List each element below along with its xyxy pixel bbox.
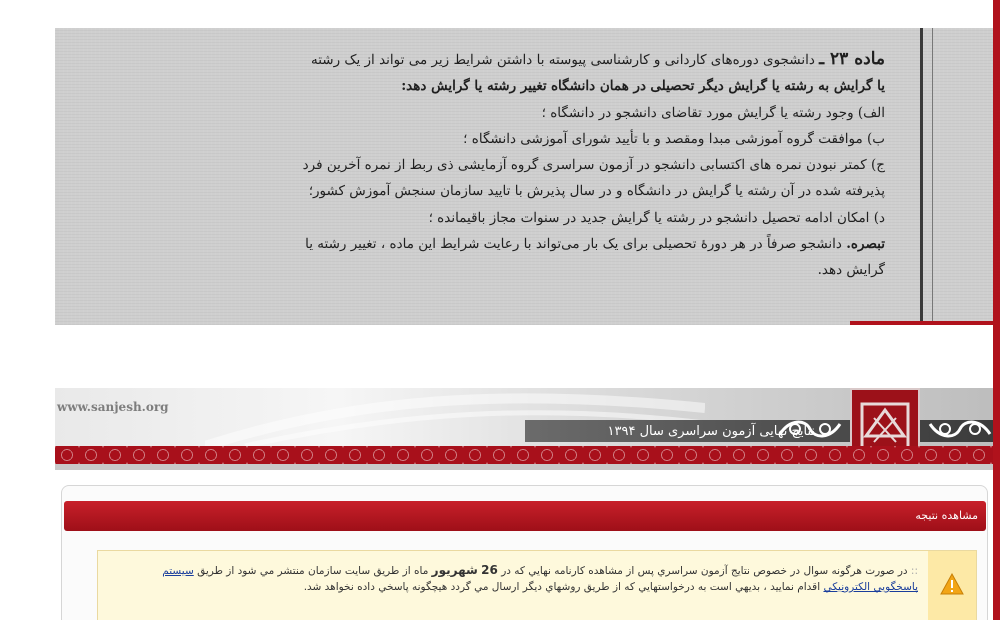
notice-text-part-2: ماه از طریق سایت سازمان منتشر مي شود از طریق (197, 565, 429, 577)
notice-text (138, 562, 918, 595)
regulation-line-2 (165, 73, 885, 99)
article-intro-cont: یا گرایش به رشته یا گرایش دیگر تحصیلی (650, 78, 885, 95)
margin-rule-thin (932, 28, 933, 325)
panel-title: مشاهده نتیجه (915, 509, 978, 522)
article-label: ماده ۲۳ ـ (819, 49, 885, 69)
ornamental-grey-strip (55, 464, 1000, 470)
article-intro: دانشجوی دوره‌های کاردانی و کارشناسی پیوسته با داشتن شرایط زیر می تواند از یک رشته (310, 52, 815, 68)
regulation-line-1 (165, 46, 885, 73)
same-university-emphasis: در همان دانشگاه (550, 78, 647, 95)
site-url[interactable]: www.sanjesh.org (57, 400, 169, 414)
date-month: شهریور (431, 563, 478, 577)
regulation-text (165, 46, 885, 284)
panel-header (64, 501, 986, 531)
warning-icon (940, 573, 964, 595)
scroll-ornament-left (775, 414, 845, 444)
note-label: تبصره. (846, 236, 885, 253)
notice-icon-area (928, 551, 976, 620)
article-intro-end: تغییر رشته یا گرایش دهد: (401, 78, 547, 95)
right-edge-red-bar (993, 0, 1000, 620)
notice-text-part-3: اقدام نمایید ، بدیهي است به درخواستهایي که از طریق روشهاي دیگر ارسال مي گردد هیچگونه پاسخي داده نخواهد شد. (303, 581, 821, 593)
ornamental-red-strip (55, 446, 1000, 464)
site-header (55, 388, 1000, 446)
notice-box (97, 550, 977, 620)
note-text: دانشجو صرفاً در هر دورهٔ تحصیلی برای یک بار می‌تواند با رعایت شرایط این ماده ، تغییر رشته یا (305, 236, 842, 253)
note-line-2: گرایش دهد. (817, 262, 885, 279)
red-underline-mark (850, 321, 995, 325)
margin-rule (920, 28, 923, 325)
sanjesh-results-page (55, 388, 1000, 620)
condition-be: ب) موافقت گروه آموزشی مبدا ومقصد و با تأیید شورای آموزشی دانشگاه ؛ (463, 130, 885, 147)
date-day: 26 (481, 563, 498, 577)
scanned-regulation-page (55, 28, 1000, 325)
notice-text-part-1: در صورت هرگونه سوال در خصوص نتایج آزمون سراسري پس از مشاهده کارنامه نهایي که در (501, 565, 908, 577)
note-line-1 (165, 231, 885, 257)
condition-alef: الف) وجود رشته یا گرایش مورد تقاضای دانشجو در دانشگاه ؛ (541, 104, 885, 121)
scroll-ornament-right (925, 414, 995, 444)
page-title: نتایج نهایی آزمون سراسری سال ۱۳۹۴ (607, 424, 815, 439)
condition-dal: د) امکان ادامه تحصیل دانشجو در رشته یا گرایش جدید در سنوات مجاز باقیمانده ؛ (428, 209, 885, 226)
condition-jim-1: ج) کمتر نبودن نمره های اکتسابی دانشجو در آزمون سراسری گروه آزمایشی ذی ربط از نمره آخرین فرد (302, 157, 885, 174)
notice-bullet: :: (910, 565, 918, 577)
e-response-system-link[interactable]: سیستم پاسخگویي الکترونیکي (162, 565, 918, 593)
condition-jim-2: پذیرفته شده در آن رشته یا گرایش در دانشگاه و در سال پذیرش با تایید سازمان سنجش آموزش کشور؛ (308, 183, 885, 200)
